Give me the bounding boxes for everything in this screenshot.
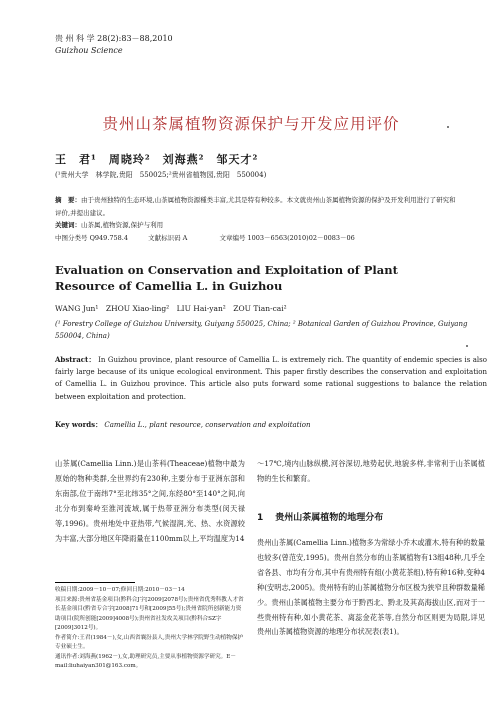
keywords-en-text: Camellia L., plant resource, conservation and exploitation xyxy=(104,421,311,429)
footnote-funding: 项目来源:贵州省基金项目(黔科合J字[2009]2078号);贵州省优秀科教人才省长基金项目(黔省专合字[2008]71号和[2009]55号);贵州省院所创新能力资助项目(院所创能[2009]4008号);贵州省社发攻关项目(黔科合SZ字[2009]3012号)。 xyxy=(55,596,244,631)
abstract-cn xyxy=(55,194,460,244)
body-right-column: 贵州山茶属(Camellia Linn.)植物多为常绿小乔木或灌木,特有种的数量也较多(曾范安,1995)。贵州自然分布的山茶属植物有13组48种,几乎全省各县、市均有分布,其中有贵州特有组(小黄花茶组),特有种16种,变种4种(安明志,2005)。贵州特有的山茶属植物分布区极为狭窄且种群数量稀少。贵州山茶属植物主要分布于黔西北、黔北及其高海拔山区,而对于一些贵州特有种,如小黄花茶、离蕊金花茶等,自然分布区则更为局限,详见贵州山茶属植物资源的地理分布状况表(表1)。 xyxy=(257,538,485,637)
affiliation-cn: (¹贵州大学 林学院,贵阳 550025;²贵州省植物园,贵阳 550004) xyxy=(55,171,267,179)
paper-title: 贵州山茶属植物资源保护与开发应用评价 xyxy=(102,115,400,133)
footnote-author: 作者简介:王君(1984－),女,山西省襄汾县人,贵州大学林学院野生动植物保护专业硕士生。 xyxy=(55,634,244,650)
class-label: 中图分类号 xyxy=(55,233,88,242)
stray-dot xyxy=(447,126,449,128)
doc-code-label: 文献标识码 xyxy=(148,233,181,242)
abstract-en xyxy=(55,354,487,403)
abstract-en-text: In Guizhou province, plant resource of Camellia L. is extremely rich. The quantity of endemic species is also fairly large because of its unique ecological environment. This paper firstly describes the conservation and exploitation of Camellia L. in Guizhou province. This article also puts forward some rational suggestions to balance the relation between exploitation and protection. xyxy=(55,356,487,401)
section-title: 贵州山茶属植物的地理分布 xyxy=(275,513,384,523)
doc-code: A xyxy=(182,233,188,242)
keywords-en xyxy=(55,420,310,430)
class-number: Q949.758.4 xyxy=(89,233,128,242)
abstract-label: 摘 要： xyxy=(55,196,81,204)
article-number-label: 文章编号 xyxy=(219,233,246,242)
journal-citation: 贵 州 科 学 28(2):83－88,2010 xyxy=(55,34,173,43)
body-left-column: 山茶属(Camellia Linn.)是山茶科(Theaceae)植物中最为原始的物种类群,全世界约有230种,主要分布于亚洲东部和东南部,位于南纬7°至北纬35°之间,东经80°至140°之间,向北分布到秦岭至淮河流域,属于热带亚洲分布类型(闵天禄等,1996)。贵州地处中亚热带,气候湿润,光、热、水资源较为丰富,大部分地区年降雨量在1100mm以上,平均温度为14 xyxy=(55,459,245,543)
keywords-en-label: Key words： xyxy=(55,420,103,429)
keywords-text: 山茶属,植物资源,保护与利用 xyxy=(81,221,164,229)
abstract-en-label: Abstract： xyxy=(55,355,96,364)
keywords-label: 关键词： xyxy=(55,221,81,229)
affiliation-en: (¹ Forestry College of Guizhou University, Guiyang 550025, China; ² Botanical Garden of Guizhou Province, Guiyang 550004, China) xyxy=(55,320,468,340)
footnote-corresponding: 通讯作者:刘海燕(1962－),女,助理研究员,主要从事植物资源学研究。E－mail:liuhaiyan301@163.com。 xyxy=(55,653,236,669)
stray-dot-2 xyxy=(466,345,468,347)
authors-en: WANG Jun¹ ZHOU Xiao-ling² LIU Hai-yan² ZOU Tian-cai² xyxy=(55,304,287,313)
section-number: 1 xyxy=(257,513,264,523)
section-heading xyxy=(257,510,383,523)
authors-cn: 王 君¹ 周晓玲² 刘海燕² 邹天才² xyxy=(55,153,259,166)
paper-title-en: Evaluation on Conservation and Exploitation of Plant Resource of Camellia L. in Guizhou xyxy=(55,263,398,293)
journal-name-en: Guizhou Science xyxy=(55,46,123,55)
abstract-text: 由于贵州独特的生态环境,山茶属植物资源種类丰富,尤其是特有种较多。本文就贵州山茶属植物资源的保护及开发利用进行了研究和评价,并提出建议。 xyxy=(55,196,456,217)
footnotes xyxy=(55,586,245,672)
footnote-rule xyxy=(55,582,135,583)
article-number: 1003－6563(2010)02－0083－06 xyxy=(247,233,355,242)
footnote-received: 收稿日期:2009－10－07;修回日期:2010－03－14 xyxy=(55,587,185,593)
body-right-intro: ～17℃,境内山脉纵横,河谷深切,地势起伏,地貌多样,非常利于山茶属植物的生长和繁育。 xyxy=(257,459,485,483)
